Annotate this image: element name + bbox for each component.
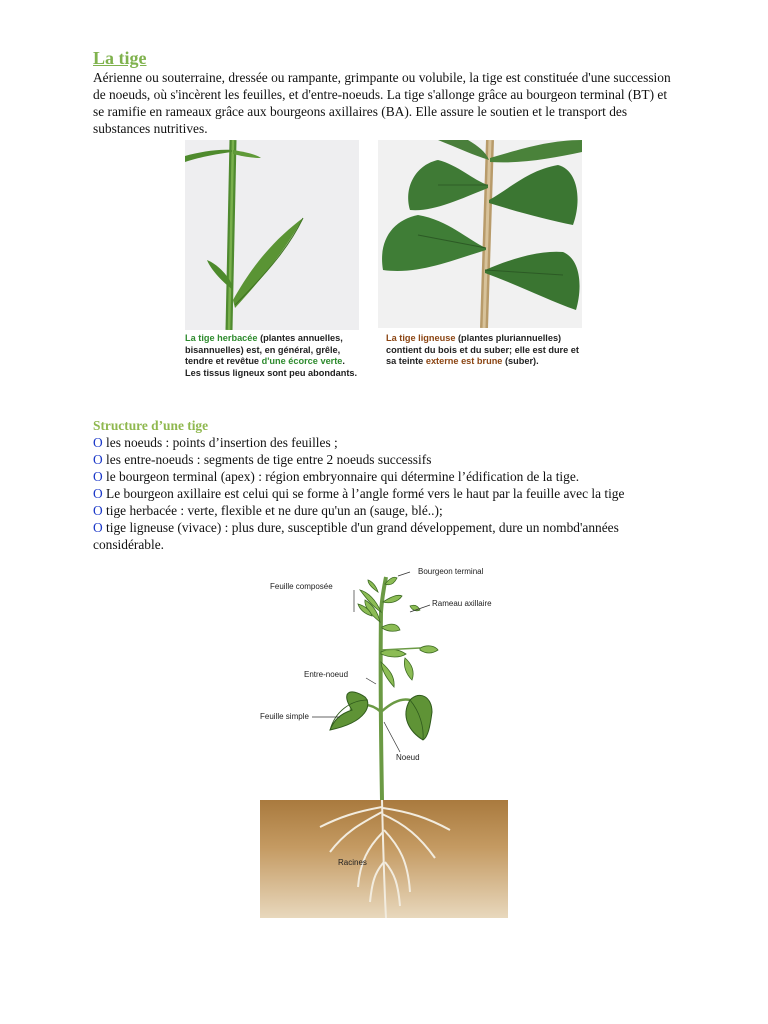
label-feuille-simple: Feuille simple: [260, 712, 309, 721]
bullet-icon: O: [93, 520, 103, 535]
list-item: O les noeuds : points d’insertion des feuilles ;: [93, 435, 338, 450]
structure-list: [93, 434, 683, 553]
label-rameau-axillaire: Rameau axillaire: [432, 599, 492, 608]
list-item: O tige ligneuse (vivace) : plus dure, susceptible d'un grand développement, dure un nombd'années considérable.: [93, 520, 619, 552]
caption-tige-ligneuse: La tige ligneuse (plantes pluriannuelles) contient du bois et du suber; elle est dure et sa teinte externe est brune (suber).: [386, 333, 579, 366]
label-entre-noeud: Entre-noeud: [304, 670, 349, 679]
caption-tige-herbacee: La tige herbacée (plantes annuelles, bisannuelles) est, en général, grêle, tendre et revêtue d'une écorce verte. Les tissus ligneux sont peu abondants.: [185, 333, 358, 378]
label-feuille-composee: Feuille composée: [270, 582, 333, 591]
list-item: O le bourgeon terminal (apex) : région embryonnaire qui détermine l’édification de la tige.: [93, 469, 580, 484]
bullet-icon: O: [93, 469, 103, 484]
plant-diagram: [260, 562, 510, 922]
bullet-icon: O: [93, 503, 103, 518]
label-racines: Racines: [338, 858, 367, 867]
stem: [381, 577, 386, 800]
label-bourgeon-terminal: Bourgeon terminal: [418, 567, 484, 576]
section-heading-structure: Structure d’une tige: [93, 418, 209, 433]
list-item: O tige herbacée : verte, flexible et ne dure qu'un an (sauge, blé..);: [93, 503, 443, 518]
photo-tige-ligneuse: [378, 140, 582, 328]
bullet-icon: O: [93, 452, 103, 467]
leaf-simple-right: [406, 695, 432, 740]
list-item: O Le bourgeon axillaire est celui qui se forme à l’angle formé vers le haut par la feuille avec la tige: [93, 486, 625, 501]
leaf-simple-left: [330, 692, 368, 730]
list-item: O les entre-noeuds : segments de tige entre 2 noeuds successifs: [93, 452, 432, 467]
leaf-compound: [358, 577, 438, 687]
page-title: La tige: [93, 48, 147, 68]
label-noeud: Noeud: [396, 753, 420, 762]
bullet-icon: O: [93, 435, 103, 450]
bullet-icon: O: [93, 486, 103, 501]
intro-paragraph: Aérienne ou souterraine, dressée ou rampante, grimpante ou volubile, la tige est constituée d'une succession de noeuds, où s'incèrent les feuilles, et d'entre-noeuds. La tige s'allonge grâce au bourgeon terminal (BT) et se ramifie en rameaux grâce aux bourgeons axillaires (BA). Elle assure le soutien et le transport des substances nutritives.: [93, 70, 671, 136]
photo-tige-herbacee: [185, 140, 359, 330]
